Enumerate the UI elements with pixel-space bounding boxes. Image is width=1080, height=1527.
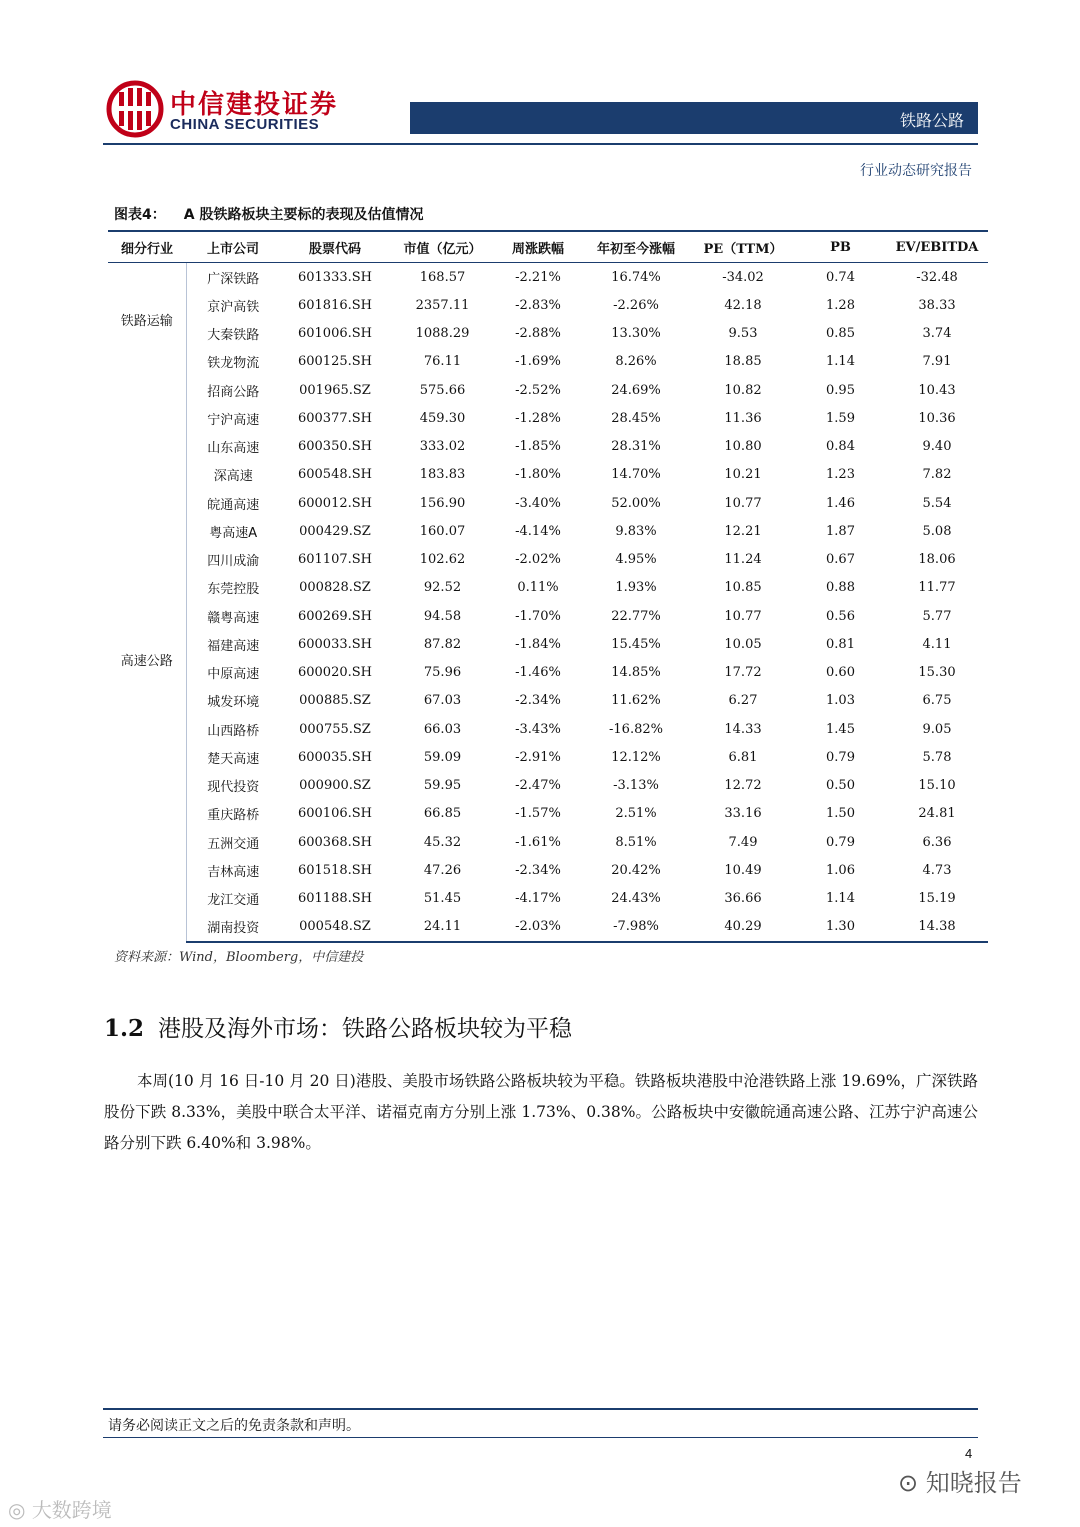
watermark-right-text: 知晓报告: [925, 1469, 1022, 1497]
table-row: [108, 574, 988, 602]
sector-label: 铁路公路: [899, 111, 964, 130]
weekly-change-cell: -2.02%: [515, 552, 561, 568]
pe-cell: -34.02: [722, 269, 764, 285]
ytd-change-cell: 8.51%: [615, 834, 657, 850]
pe-cell: 10.05: [724, 636, 762, 652]
pb-cell: 1.59: [826, 410, 855, 426]
table-row: [108, 630, 988, 658]
weibo-icon: ◎: [8, 1498, 26, 1522]
table-header-row: [108, 231, 988, 263]
weekly-change-cell: -1.46%: [515, 665, 561, 681]
industry-cell: 铁路运输: [108, 263, 186, 377]
col-header-ev-ebitda: EV/EBITDA: [886, 231, 988, 263]
company-cell: 城发环境: [207, 695, 260, 711]
company-cell: 龙江交通: [207, 893, 260, 909]
market-cap-cell: 75.96: [423, 665, 462, 681]
weekly-change-cell: -1.69%: [515, 354, 561, 370]
ytd-change-cell: 1.93%: [615, 580, 657, 596]
company-cell: 广深铁路: [207, 271, 260, 287]
weekly-change-cell: -2.83%: [515, 297, 561, 313]
weekly-change-cell: -1.61%: [515, 834, 561, 850]
ev-ebitda-cell: 5.54: [922, 495, 952, 511]
ytd-change-cell: 4.95%: [615, 552, 657, 568]
market-cap-cell: 156.90: [419, 495, 466, 511]
table-row: [108, 772, 988, 800]
ytd-change-cell: 11.62%: [611, 693, 661, 709]
code-cell: 000548.SZ: [280, 913, 390, 942]
pe-cell: 7.49: [728, 834, 758, 850]
watermark-left: [8, 1494, 112, 1523]
code-cell: 600012.SH: [297, 495, 372, 511]
weekly-change-cell: -3.40%: [515, 495, 561, 511]
weekly-change-cell: -1.85%: [515, 439, 561, 455]
valuation-table: [108, 230, 988, 943]
pe-cell: 18.85: [724, 354, 762, 370]
table-row: [108, 433, 988, 461]
table-row: [108, 828, 988, 856]
company-cell: 四川成渝: [207, 554, 260, 570]
code-cell: 000755.SZ: [299, 721, 371, 737]
company-cell: 宁沪高速: [207, 412, 260, 428]
table-row: [108, 659, 988, 687]
market-cap-cell: 47.26: [423, 862, 462, 878]
pe-cell: 10.82: [724, 382, 762, 398]
weekly-change-cell: -1.70%: [515, 608, 561, 624]
company-cell: 铁龙物流: [207, 356, 260, 372]
table-row: [108, 715, 988, 743]
ev-ebitda-cell: 5.08: [922, 523, 952, 539]
ytd-change-cell: -3.13%: [613, 778, 659, 794]
figure-source: 资料来源：Wind，Bloomberg，中信建投: [114, 950, 364, 965]
ev-ebitda-cell: 10.36: [918, 410, 956, 426]
pe-cell: 11.24: [724, 552, 762, 568]
pb-cell: 0.79: [826, 834, 855, 850]
market-cap-cell: 66.03: [423, 721, 462, 737]
company-cell: 中原高速: [207, 667, 260, 683]
pb-cell: 0.84: [826, 439, 855, 455]
pe-cell: 6.27: [728, 693, 758, 709]
company-cell: 赣粤高速: [207, 610, 260, 626]
pe-cell: 33.16: [724, 806, 762, 822]
ytd-change-cell: 22.77%: [611, 608, 661, 624]
ev-ebitda-cell: 15.30: [918, 665, 956, 681]
pb-cell: 1.50: [826, 806, 855, 822]
pb-cell: 0.81: [826, 636, 855, 652]
table-row: [108, 404, 988, 432]
market-cap-cell: 51.45: [423, 891, 462, 907]
pb-cell: 1.06: [826, 862, 855, 878]
weekly-change-cell: -2.88%: [515, 326, 561, 342]
ev-ebitda-cell: 4.11: [922, 636, 952, 652]
section-heading: [104, 1010, 572, 1043]
code-cell: 601107.SH: [297, 552, 372, 568]
table-row: [108, 885, 988, 913]
market-cap-cell: 160.07: [419, 523, 466, 539]
ev-ebitda-cell: 14.38: [886, 913, 988, 942]
ytd-change-cell: -2.26%: [613, 297, 659, 313]
footer-divider: [103, 1408, 978, 1410]
code-cell: 601006.SH: [297, 326, 372, 342]
col-header-pb: PB: [795, 231, 886, 263]
market-cap-cell: 24.11: [390, 913, 495, 942]
code-cell: 601188.SH: [297, 891, 372, 907]
code-cell: 600125.SH: [297, 354, 372, 370]
market-cap-cell: 76.11: [423, 354, 462, 370]
ev-ebitda-cell: 38.33: [918, 297, 956, 313]
table-body: [108, 263, 988, 943]
col-header-code: 股票代码: [280, 231, 390, 263]
pb-cell: 1.46: [826, 495, 855, 511]
table-row: [108, 913, 988, 942]
brand-name-cn: 中信建投证券: [170, 90, 339, 120]
pb-cell: 1.14: [826, 354, 855, 370]
pb-cell: 0.56: [826, 608, 855, 624]
company-cell: 深高速: [213, 469, 253, 485]
ytd-change-cell: 15.45%: [611, 636, 661, 652]
company-cell: 吉林高速: [207, 864, 260, 880]
company-cell: 皖通高速: [207, 497, 260, 513]
code-cell: 000885.SZ: [299, 693, 371, 709]
company-cell: 东莞控股: [207, 582, 260, 598]
pe-cell: 6.81: [728, 749, 758, 765]
pb-cell: 1.87: [826, 523, 855, 539]
code-cell: 000429.SZ: [299, 523, 371, 539]
footer-divider-bottom: [103, 1437, 978, 1438]
pb-cell: 1.23: [826, 467, 855, 483]
ev-ebitda-cell: 6.75: [922, 693, 952, 709]
code-cell: 001965.SZ: [299, 382, 371, 398]
report-type: 行业动态研究报告: [860, 163, 972, 179]
ytd-change-cell: -16.82%: [609, 721, 663, 737]
disclaimer-note: 请务必阅读正文之后的免责条款和声明。: [108, 1418, 360, 1434]
company-cell: 五洲交通: [207, 836, 260, 852]
weekly-change-cell: -2.91%: [515, 749, 561, 765]
weekly-change-cell: -2.47%: [515, 778, 561, 794]
weekly-change-cell: -4.14%: [515, 523, 561, 539]
pe-cell: 11.36: [724, 410, 762, 426]
company-cell: 京沪高铁: [207, 299, 260, 315]
pe-cell: 10.49: [724, 862, 762, 878]
weekly-change-cell: -2.34%: [515, 693, 561, 709]
pb-cell: 0.85: [826, 326, 855, 342]
ev-ebitda-cell: 9.40: [922, 439, 952, 455]
col-header-market-cap: 市值（亿元）: [390, 231, 495, 263]
ytd-change-cell: 14.70%: [611, 467, 661, 483]
ev-ebitda-cell: 5.77: [922, 608, 952, 624]
code-cell: 600033.SH: [297, 636, 372, 652]
col-header-weekly-change: 周涨跌幅: [495, 231, 581, 263]
ev-ebitda-cell: 15.19: [918, 891, 956, 907]
market-cap-cell: 87.82: [423, 636, 462, 652]
ev-ebitda-cell: 7.82: [922, 467, 952, 483]
pe-cell: 12.21: [724, 523, 762, 539]
table-row: [108, 376, 988, 404]
weekly-change-cell: -1.80%: [515, 467, 561, 483]
table-row: [108, 263, 988, 292]
table-row: [108, 856, 988, 884]
pe-cell: 14.33: [724, 721, 762, 737]
weekly-change-cell: -2.21%: [515, 269, 561, 285]
code-cell: 000828.SZ: [299, 580, 371, 596]
market-cap-cell: 94.58: [423, 608, 462, 624]
header-divider: [103, 143, 978, 145]
ytd-change-cell: 13.30%: [611, 326, 661, 342]
table-row: [108, 489, 988, 517]
ytd-change-cell: -7.98%: [581, 913, 691, 942]
market-cap-cell: 66.85: [423, 806, 462, 822]
figure-number: 图表4：: [114, 207, 166, 223]
pb-cell: 1.14: [826, 891, 855, 907]
table-row: [108, 291, 988, 319]
ytd-change-cell: 28.45%: [611, 410, 661, 426]
pe-cell: 10.77: [724, 495, 762, 511]
pb-cell: 0.88: [826, 580, 855, 596]
market-cap-cell: 333.02: [419, 439, 466, 455]
company-cell: 招商公路: [207, 384, 260, 400]
ev-ebitda-cell: 4.73: [922, 862, 952, 878]
market-cap-cell: 59.09: [423, 749, 462, 765]
weekly-change-cell: -3.43%: [515, 721, 561, 737]
pe-cell: 17.72: [724, 665, 762, 681]
watermark-left-text: 大数跨境: [31, 1498, 112, 1522]
col-header-ytd-change: 年初至今涨幅: [581, 231, 691, 263]
company-cell: 楚天高速: [207, 751, 260, 767]
company-cell: 湖南投资: [186, 913, 280, 942]
page-number: 4: [965, 1446, 973, 1461]
ev-ebitda-cell: -32.48: [916, 269, 958, 285]
ytd-change-cell: 14.85%: [611, 665, 661, 681]
pe-cell: 10.77: [724, 608, 762, 624]
ev-ebitda-cell: 7.91: [922, 354, 952, 370]
watermark-right: [898, 1463, 1022, 1498]
ev-ebitda-cell: 5.78: [922, 749, 952, 765]
market-cap-cell: 59.95: [423, 778, 462, 794]
pb-cell: 0.50: [826, 778, 855, 794]
ytd-change-cell: 24.43%: [611, 891, 661, 907]
code-cell: 600350.SH: [297, 439, 372, 455]
pe-cell: 10.21: [724, 467, 762, 483]
table-row: [108, 517, 988, 545]
company-cell: 粤高速A: [209, 525, 258, 541]
table-row: [108, 461, 988, 489]
pb-cell: 1.03: [826, 693, 855, 709]
weekly-change-cell: -2.34%: [515, 862, 561, 878]
ev-ebitda-cell: 18.06: [918, 552, 956, 568]
section-number: 1.2: [104, 1015, 145, 1042]
pb-cell: 1.30: [795, 913, 886, 942]
col-header-company: 上市公司: [186, 231, 280, 263]
company-cell: 山西路桥: [207, 723, 260, 739]
ev-ebitda-cell: 3.74: [922, 326, 952, 342]
brand-name-en: CHINA SECURITIES: [170, 116, 320, 133]
col-header-industry: 细分行业: [108, 231, 186, 263]
company-cell: 山东高速: [207, 441, 260, 457]
pb-cell: 0.60: [826, 665, 855, 681]
figure-title: [114, 204, 423, 224]
market-cap-cell: 102.62: [419, 552, 466, 568]
code-cell: 601518.SH: [297, 862, 372, 878]
weekly-change-cell: -2.52%: [515, 382, 561, 398]
ev-ebitda-cell: 6.36: [922, 834, 952, 850]
industry-cell: 高速公路: [108, 376, 186, 942]
pe-cell: 42.18: [724, 297, 762, 313]
market-cap-cell: 459.30: [419, 410, 466, 426]
pe-cell: 9.53: [728, 326, 758, 342]
pe-cell: 10.80: [724, 439, 762, 455]
code-cell: 600035.SH: [297, 749, 372, 765]
code-cell: 600269.SH: [297, 608, 372, 624]
market-cap-cell: 168.57: [419, 269, 466, 285]
code-cell: 600020.SH: [297, 665, 372, 681]
ytd-change-cell: 8.26%: [615, 354, 657, 370]
code-cell: 600548.SH: [297, 467, 372, 483]
ytd-change-cell: 28.31%: [611, 439, 661, 455]
code-cell: 000900.SZ: [299, 778, 371, 794]
ev-ebitda-cell: 24.81: [918, 806, 956, 822]
wechat-icon: ⊙: [898, 1469, 919, 1497]
market-cap-cell: 67.03: [423, 693, 462, 709]
sector-banner: [410, 102, 978, 134]
code-cell: 601333.SH: [297, 269, 372, 285]
table-row: [108, 602, 988, 630]
ev-ebitda-cell: 11.77: [918, 580, 956, 596]
pb-cell: 0.67: [826, 552, 855, 568]
weekly-change-cell: 0.11%: [517, 580, 559, 596]
pb-cell: 1.45: [826, 721, 855, 737]
pe-cell: 36.66: [724, 891, 762, 907]
company-cell: 大秦铁路: [207, 328, 260, 344]
weekly-change-cell: -1.28%: [515, 410, 561, 426]
table-row: [108, 687, 988, 715]
ev-ebitda-cell: 15.10: [918, 778, 956, 794]
weekly-change-cell: -2.03%: [495, 913, 581, 942]
pe-cell: 40.29: [691, 913, 795, 942]
code-cell: 601816.SH: [297, 297, 372, 313]
section-title: 港股及海外市场：铁路公路板块较为平稳: [158, 1016, 573, 1042]
pb-cell: 0.74: [826, 269, 855, 285]
pb-cell: 0.79: [826, 749, 855, 765]
weekly-change-cell: -1.84%: [515, 636, 561, 652]
table-row: [108, 320, 988, 348]
ev-ebitda-cell: 9.05: [922, 721, 952, 737]
market-cap-cell: 2357.11: [415, 297, 470, 313]
pe-cell: 10.85: [724, 580, 762, 596]
company-cell: 现代投资: [207, 780, 260, 796]
market-cap-cell: 183.83: [419, 467, 466, 483]
market-cap-cell: 45.32: [423, 834, 462, 850]
company-cell: 福建高速: [207, 638, 260, 654]
table-row: [108, 743, 988, 771]
code-cell: 600377.SH: [297, 410, 372, 426]
weekly-change-cell: -4.17%: [515, 891, 561, 907]
col-header-pe: PE（TTM）: [691, 231, 795, 263]
ytd-change-cell: 2.51%: [615, 806, 657, 822]
market-cap-cell: 1088.29: [415, 326, 470, 342]
pe-cell: 12.72: [724, 778, 762, 794]
company-cell: 重庆路桥: [207, 808, 260, 824]
market-cap-cell: 575.66: [419, 382, 466, 398]
ytd-change-cell: 9.83%: [615, 523, 657, 539]
ytd-change-cell: 16.74%: [611, 269, 661, 285]
table-row: [108, 800, 988, 828]
ev-ebitda-cell: 10.43: [918, 382, 956, 398]
code-cell: 600368.SH: [297, 834, 372, 850]
citic-logo-icon: [106, 80, 164, 138]
pb-cell: 0.95: [826, 382, 855, 398]
code-cell: 600106.SH: [297, 806, 372, 822]
table-row: [108, 546, 988, 574]
market-cap-cell: 92.52: [423, 580, 462, 596]
pb-cell: 1.28: [826, 297, 855, 313]
ytd-change-cell: 24.69%: [611, 382, 661, 398]
weekly-change-cell: -1.57%: [515, 806, 561, 822]
ytd-change-cell: 52.00%: [611, 495, 661, 511]
table-row: [108, 348, 988, 376]
figure-caption: A 股铁路板块主要标的表现及估值情况: [183, 207, 424, 223]
ytd-change-cell: 12.12%: [611, 749, 661, 765]
section-paragraph: 本周(10 月 16 日-10 月 20 日)港股、美股市场铁路公路板块较为平稳。铁路板块港股中沧港铁路上涨 19.69%，广深铁路股份下跌 8.33%，美股中联合太平洋、诺福克南方分别上涨 1.73%、0.38%。公路板块中安徽皖通高速公路、江苏宁沪高速公路分别下跌 6.40%和 3.98%。: [104, 1072, 978, 1152]
ytd-change-cell: 20.42%: [611, 862, 661, 878]
